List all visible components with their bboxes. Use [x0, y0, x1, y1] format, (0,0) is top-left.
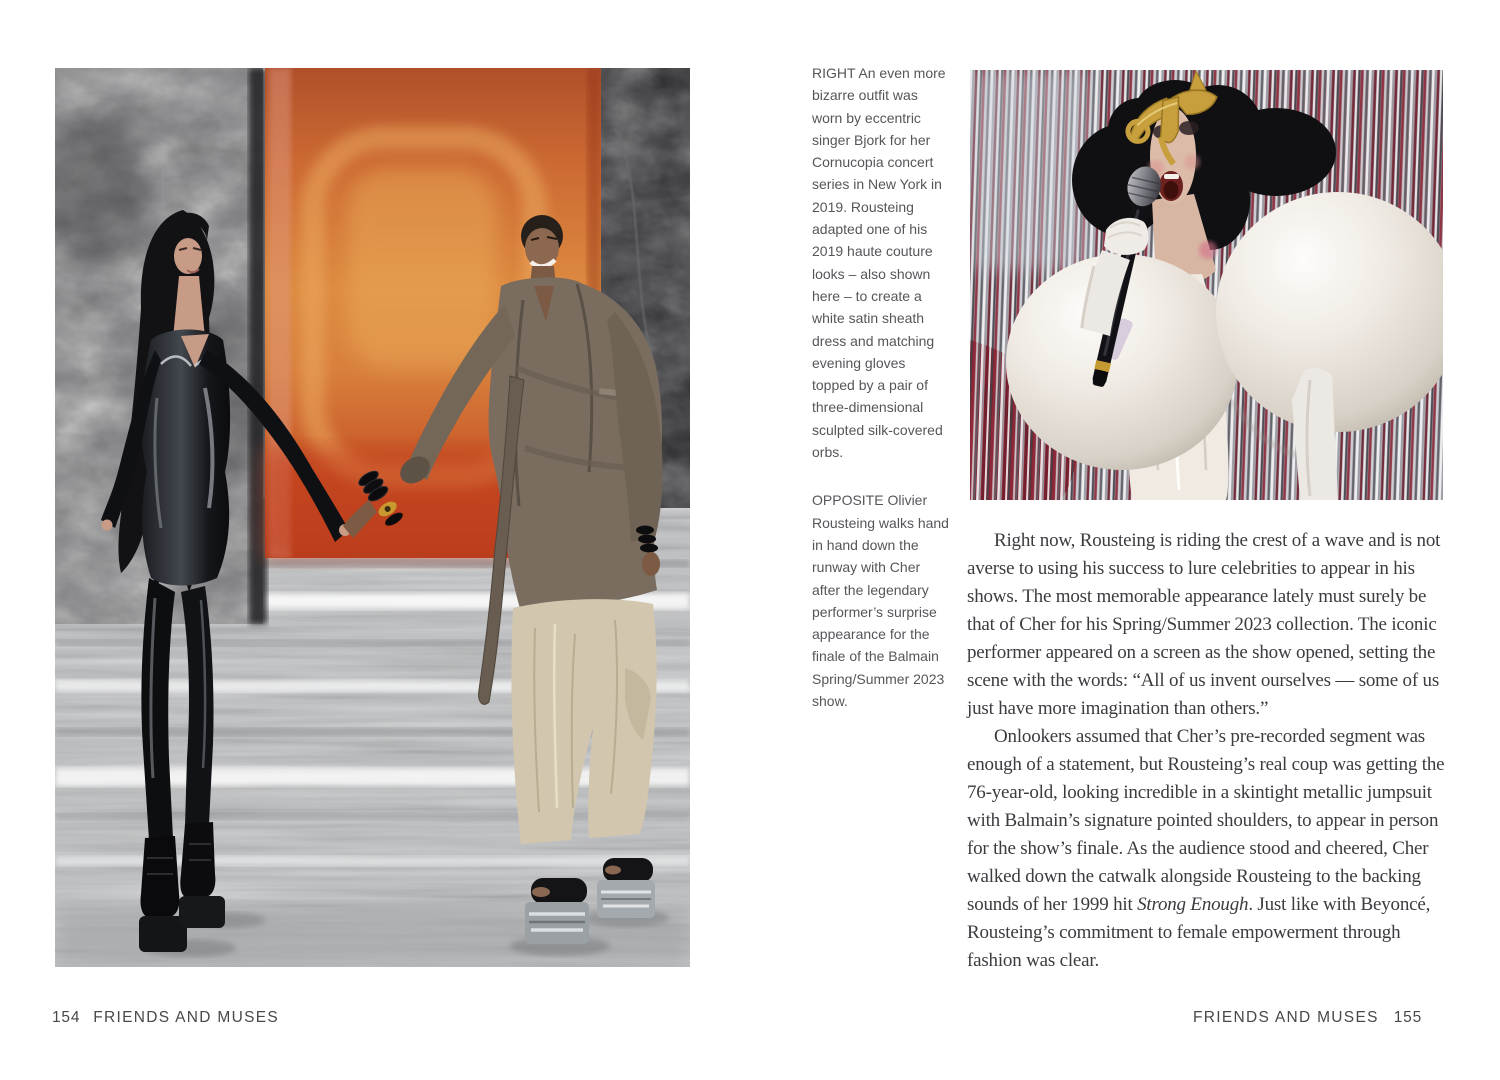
caption-opposite-cher: OPPOSITE Olivier Rousteing walks hand in hand down the runway with Cher after the legendary performer’s surprise appearance for the finale of the Balmain Spring/Summer 2023 show.	[812, 492, 949, 710]
body-paragraph-2	[967, 723, 1455, 975]
section-title-right: FRIENDS AND MUSES	[1192, 1009, 1379, 1026]
body-text	[967, 527, 1455, 975]
caption-column	[812, 62, 950, 738]
photo-bjork-cornucopia	[970, 70, 1443, 500]
right-glove	[1292, 368, 1338, 500]
runway-scene-illustration	[55, 68, 690, 967]
page-number-left: 154	[52, 1009, 81, 1026]
footer-left	[52, 1009, 279, 1027]
body-paragraph-2-end: . Just like with Beyoncé, Rousteing’s commitment to female empowerment through fashion was clear.	[967, 894, 1431, 971]
body-paragraph-1: Right now, Rousteing is riding the crest of a wave and is not averse to using his success to lure celebrities to appear in his shows. The most memorable appearance lately must surely be that of Cher for his Spring/Summer 2023 collection. The iconic performer appeared on a screen as the show opened, setting the scene with the words: “All of us invent ourselves — some of us just have more imagination than others.”	[967, 530, 1441, 719]
song-title-italic: Strong Enough	[1137, 894, 1249, 915]
bjork-scene-illustration	[970, 70, 1443, 500]
caption-right-bjork: RIGHT An even more bizarre outfit was worn by eccentric singer Bjork for her Cornucopia concert series in New York in 2019. Rousteing adapted one of his 2019 haute couture looks – also shown here – to create a white satin sheath dress and matching evening gloves topped by a pair of three-dimensional sculpted silk-covered orbs.	[812, 65, 946, 461]
body-paragraph-2-text: Onlookers assumed that Cher’s pre-recorded segment was enough of a statement, but Rousteing’s real coup was getting the 76-year-old, looking incredible in a skintight metallic jumpsuit with Balmain’s signature pointed shoulders, to appear in person for the show’s finale. As the audience stood and cheered, Cher walked down the catwalk alongside Rousteing to the backing sounds of her 1999 hit	[967, 726, 1445, 915]
page-number-right: 155	[1393, 1009, 1422, 1026]
section-title-left: FRIENDS AND MUSES	[93, 1009, 280, 1026]
photo-cher-rousteing-runway	[55, 68, 690, 967]
footer-right	[965, 1009, 1422, 1027]
